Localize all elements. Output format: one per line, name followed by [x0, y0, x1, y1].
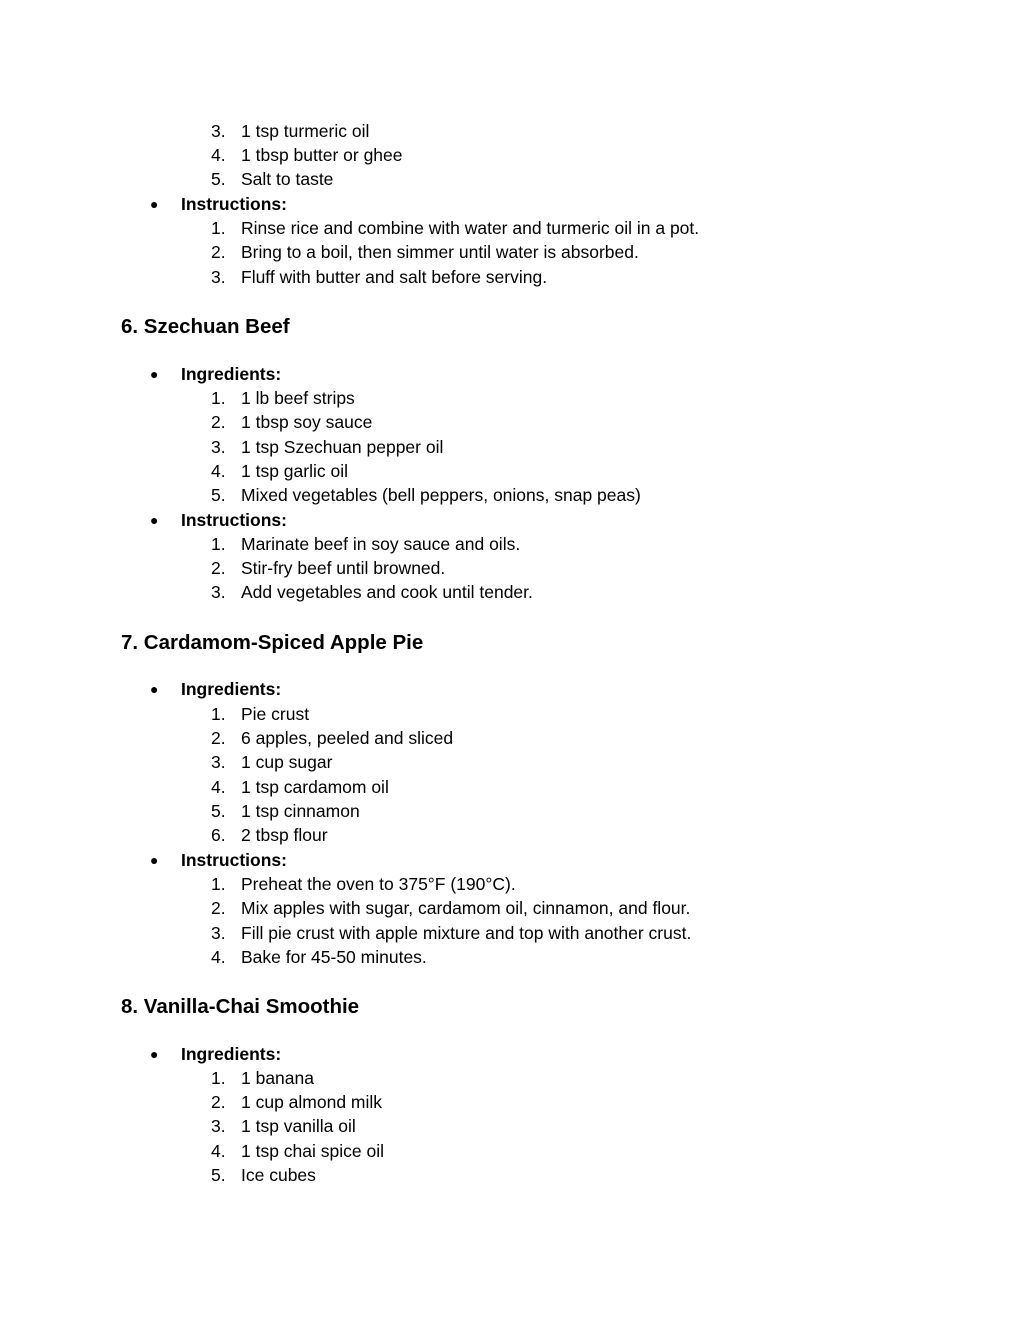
recipe-title: 8. Vanilla-Chai Smoothie	[121, 995, 360, 1018]
list-item-number: 5.	[211, 801, 226, 821]
list-item-text: Add vegetables and cook until tender.	[241, 582, 533, 602]
list-item-text: Mix apples with sugar, cardamom oil, cinnamon, and flour.	[241, 898, 691, 918]
list-item-number: 2.	[211, 728, 226, 748]
section-label: Ingredients:	[181, 364, 282, 384]
bullet-icon: ●	[150, 852, 159, 868]
recipe-title: 7. Cardamom-Spiced Apple Pie	[121, 631, 424, 654]
list-item-number: 1.	[211, 534, 226, 554]
bullet-icon: ●	[150, 196, 159, 212]
list-item-text: 1 lb beef strips	[241, 388, 355, 408]
list-item-number: 4.	[211, 947, 226, 967]
list-item-text: 1 tsp chai spice oil	[241, 1141, 384, 1161]
list-item-text: 1 tbsp butter or ghee	[241, 145, 403, 165]
bullet-icon: ●	[150, 512, 159, 528]
list-item-number: 3.	[211, 582, 226, 602]
section-label: Ingredients:	[181, 679, 282, 699]
bullet-icon: ●	[150, 1046, 159, 1062]
list-item-number: 2.	[211, 1092, 226, 1112]
list-item-number: 3.	[211, 923, 226, 943]
list-item-number: 1.	[211, 388, 226, 408]
list-item-text: Stir-fry beef until browned.	[241, 558, 446, 578]
bullet-icon: ●	[150, 681, 159, 697]
section-label: Ingredients:	[181, 1044, 282, 1064]
list-item-number: 3.	[211, 1116, 226, 1136]
list-item-text: Rinse rice and combine with water and turmeric oil in a pot.	[241, 218, 700, 238]
list-item-text: 1 tsp cinnamon	[241, 801, 360, 821]
list-item-number: 1.	[211, 1068, 226, 1088]
list-item-number: 2.	[211, 898, 226, 918]
list-item-number: 5.	[211, 1165, 226, 1185]
list-item-text: 1 tsp turmeric oil	[241, 121, 370, 141]
list-item-text: Fill pie crust with apple mixture and top with another crust.	[241, 923, 692, 943]
list-item-number: 3.	[211, 267, 226, 287]
list-item-text: 1 tsp vanilla oil	[241, 1116, 356, 1136]
list-item-text: 1 tsp garlic oil	[241, 461, 348, 481]
list-item-number: 1.	[211, 874, 226, 894]
list-item-number: 4.	[211, 1141, 226, 1161]
list-item-text: 1 tbsp soy sauce	[241, 412, 373, 432]
bullet-icon: ●	[150, 366, 159, 382]
section-label: Instructions:	[181, 510, 287, 530]
list-item-text: Bring to a boil, then simmer until water is absorbed.	[241, 242, 639, 262]
section-label: Instructions:	[181, 850, 287, 870]
list-item-text: Salt to taste	[241, 169, 334, 189]
list-item-text: Mixed vegetables (bell peppers, onions, snap peas)	[241, 485, 641, 505]
list-item-text: 1 banana	[241, 1068, 314, 1088]
list-item-number: 5.	[211, 485, 226, 505]
list-item-text: Marinate beef in soy sauce and oils.	[241, 534, 521, 554]
recipe-title: 6. Szechuan Beef	[121, 315, 290, 338]
list-item-text: Bake for 45-50 minutes.	[241, 947, 427, 967]
list-item-text: Ice cubes	[241, 1165, 316, 1185]
section-label: Instructions:	[181, 194, 287, 214]
list-item-number: 2.	[211, 412, 226, 432]
list-item-text: Fluff with butter and salt before serving.	[241, 267, 548, 287]
list-item-number: 4.	[211, 461, 226, 481]
list-item-text: Preheat the oven to 375°F (190°C).	[241, 874, 516, 894]
list-item-text: 6 apples, peeled and sliced	[241, 728, 454, 748]
list-item-number: 1.	[211, 218, 226, 238]
list-item-number: 4.	[211, 777, 226, 797]
list-item-number: 6.	[211, 825, 226, 845]
list-item-number: 3.	[211, 437, 226, 457]
list-item-number: 2.	[211, 242, 226, 262]
list-item-text: 1 cup sugar	[241, 752, 333, 772]
list-item-number: 1.	[211, 704, 226, 724]
list-item-text: Pie crust	[241, 704, 310, 724]
list-item-number: 3.	[211, 121, 226, 141]
list-item-number: 3.	[211, 752, 226, 772]
list-item-number: 4.	[211, 145, 226, 165]
list-item-number: 5.	[211, 169, 226, 189]
list-item-text: 2 tbsp flour	[241, 825, 328, 845]
list-item-number: 2.	[211, 558, 226, 578]
list-item-text: 1 tsp Szechuan pepper oil	[241, 437, 444, 457]
list-item-text: 1 tsp cardamom oil	[241, 777, 389, 797]
list-item-text: 1 cup almond milk	[241, 1092, 383, 1112]
